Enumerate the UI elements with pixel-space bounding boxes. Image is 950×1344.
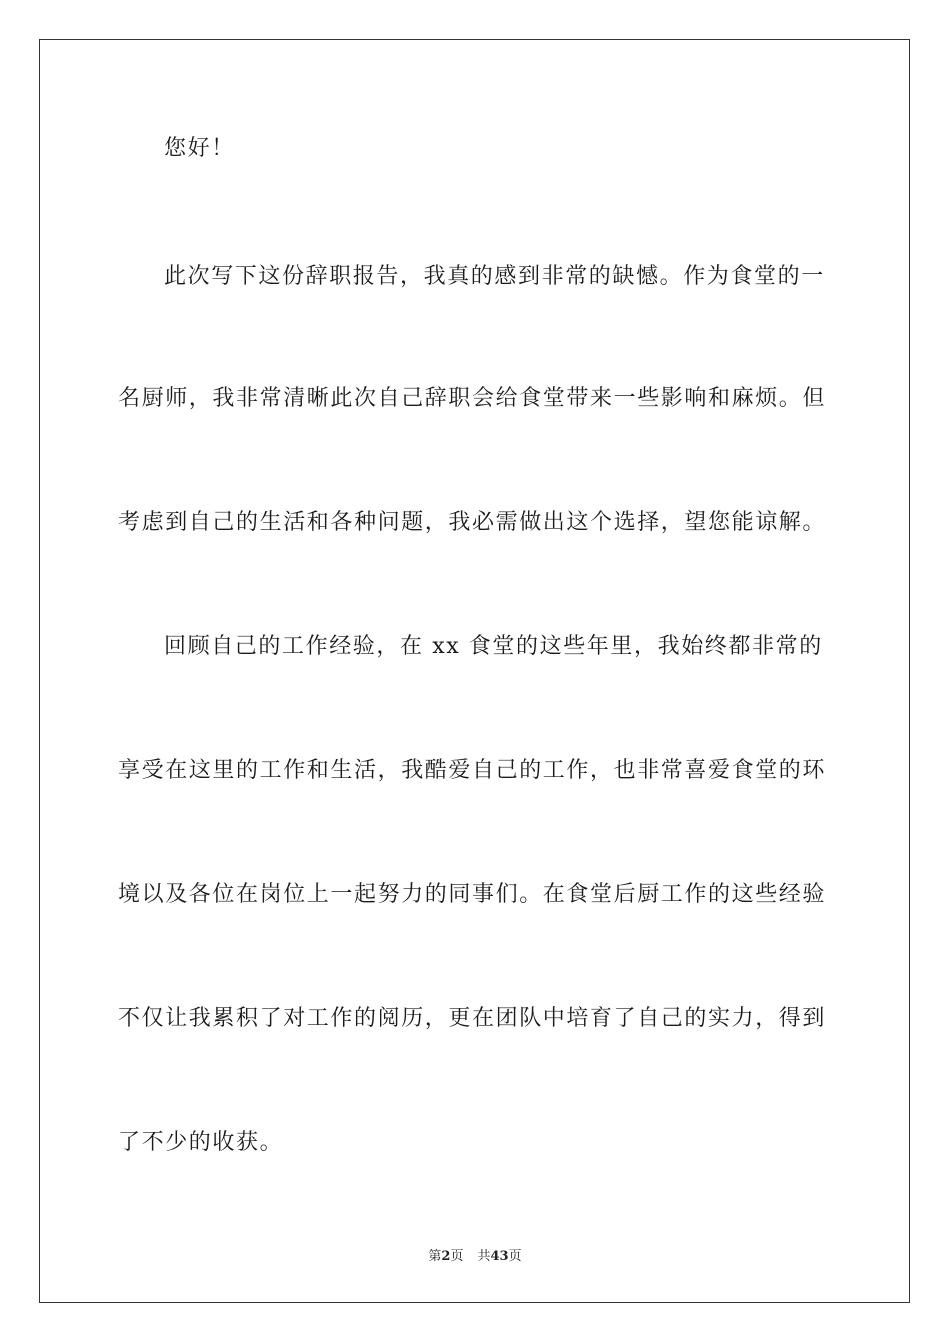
total-suffix: 页 <box>508 1249 522 1264</box>
total-pages: 43 <box>490 1249 509 1264</box>
paragraph-line: 境以及各位在岗位上一起努力的同事们。在食堂后厨工作的这些经验 <box>118 882 827 907</box>
greeting-line: 您好！ <box>164 136 235 161</box>
paragraph-line: 此次写下这份辞职报告，我真的感到非常的缺憾。作为食堂的一 <box>164 264 825 289</box>
page-prefix: 第 <box>428 1249 442 1264</box>
paragraph-line: 享受在这里的工作和生活，我酷爱自己的工作，也非常喜爱食堂的环 <box>118 758 827 783</box>
page-number: 2 <box>441 1249 451 1264</box>
paragraph-line: 不仅让我累积了对工作的阅历，更在团队中培育了自己的实力，得到 <box>118 1006 827 1031</box>
total-prefix: 共 <box>477 1249 491 1264</box>
page-footer <box>0 1248 950 1266</box>
page-suffix: 页 <box>450 1249 464 1264</box>
paragraph-line: 考虑到自己的生活和各种问题，我必需做出这个选择，望您能谅解。 <box>118 510 827 535</box>
paragraph-line: 了不少的收获。 <box>118 1130 284 1155</box>
paragraph-line: 回顾自己的工作经验，在 xx 食堂的这些年里，我始终都非常的 <box>164 634 823 659</box>
page-border <box>39 39 910 1303</box>
paragraph-line: 名厨师，我非常清晰此次自己辞职会给食堂带来一些影响和麻烦。但 <box>118 386 827 411</box>
